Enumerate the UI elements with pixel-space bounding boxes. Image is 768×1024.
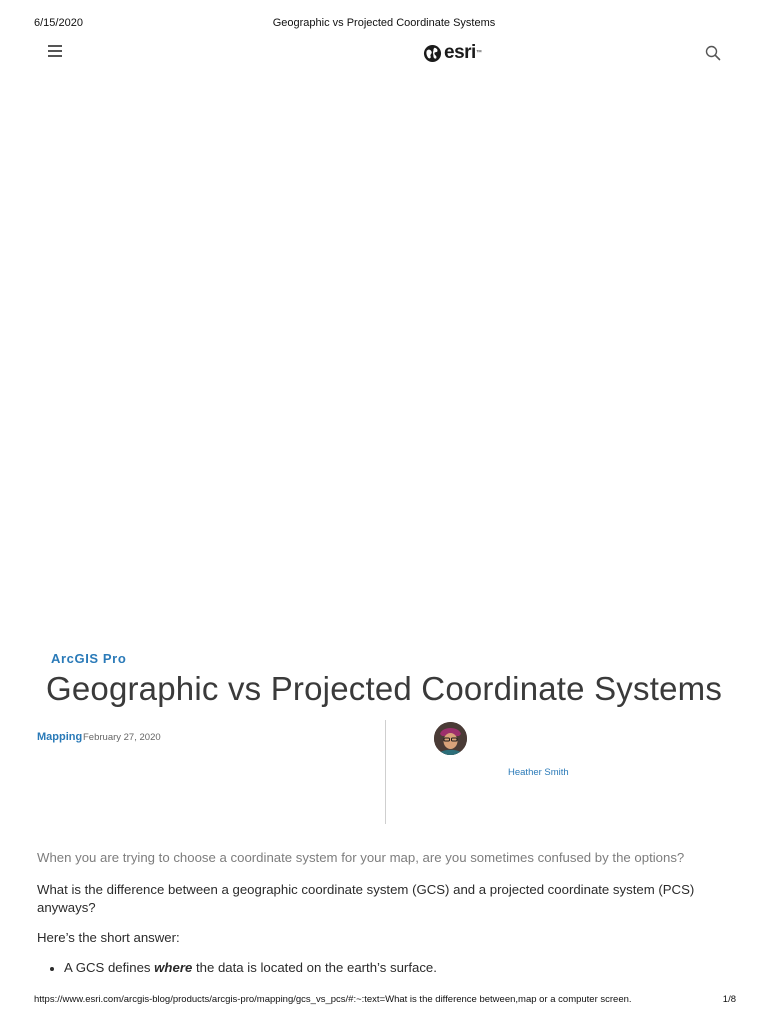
list-item-emphasis: where: [154, 960, 193, 975]
hero-banner: [0, 78, 768, 638]
publish-date: February 27, 2020: [83, 732, 161, 743]
print-page-title: Geographic vs Projected Coordinate Systems: [272, 17, 496, 29]
logo-trademark: ™: [475, 50, 482, 56]
search-icon: [705, 45, 721, 61]
hamburger-menu-button[interactable]: [48, 44, 64, 58]
author-avatar[interactable]: [434, 722, 467, 755]
menu-bar: [48, 45, 62, 47]
answer-list: [37, 960, 437, 975]
article-paragraph: Here’s the short answer:: [37, 930, 180, 945]
author-photo: [434, 722, 467, 755]
search-button[interactable]: [705, 45, 721, 61]
logo-text: esri: [444, 42, 476, 63]
article-paragraph: What is the difference between a geographic coordinate system (GCS) and a projected coordinate system (PCS) anyways?: [37, 882, 695, 915]
category-link[interactable]: ArcGIS Pro: [51, 651, 127, 666]
menu-bar: [48, 50, 62, 52]
list-item-text: the data is located on the earth’s surface.: [192, 960, 437, 975]
article-title: Geographic vs Projected Coordinate Systems: [45, 670, 723, 707]
print-url: https://www.esri.com/arcgis-blog/products/arcgis-pro/mapping/gcs_vs_pcs/#:~:text=What is the difference between,map or a computer screen.: [34, 994, 632, 1005]
list-item: [37, 960, 437, 975]
print-date: 6/15/2020: [34, 17, 83, 29]
print-page-number: 1/8: [722, 994, 736, 1005]
article-intro: When you are trying to choose a coordinate system for your map, are you sometimes confused by the options?: [37, 850, 685, 865]
menu-bar: [48, 55, 62, 57]
author-link[interactable]: Heather Smith: [508, 767, 569, 778]
esri-logo[interactable]: [423, 42, 482, 64]
meta-divider: [385, 720, 386, 824]
esri-globe-icon: [423, 44, 442, 63]
tag-link-mapping[interactable]: Mapping: [37, 731, 83, 743]
list-item-text: A GCS defines: [64, 960, 155, 975]
